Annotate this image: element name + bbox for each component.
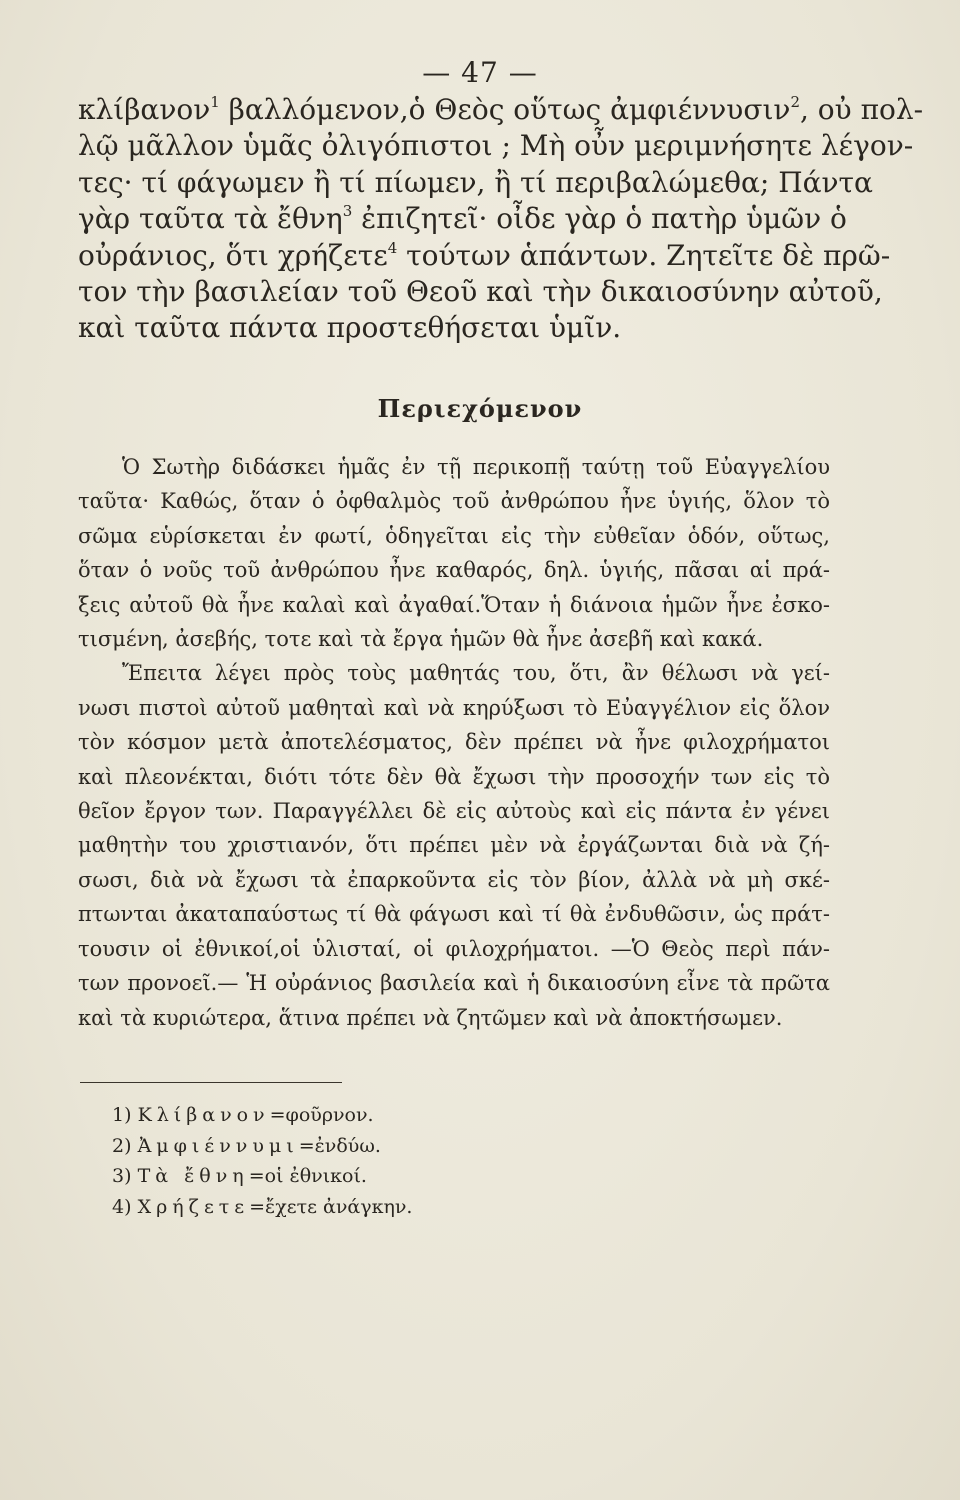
- commentary-line: ξεις αὐτοῦ θὰ ἦνε καλαὶ καὶ ἀγαθαί.Ὅταν ἡ διάνοια ἡμῶν ἦνε ἐσκο-: [78, 592, 830, 617]
- commentary-text: [78, 450, 830, 1035]
- section-heading: Περιεχόμενον: [377, 394, 583, 423]
- scripture-line: τον τὴν βασιλείαν τοῦ Θεοῦ καὶ τὴν δικαιοσύνην αὐτοῦ,: [78, 275, 883, 309]
- commentary-line: σωσι, διὰ νὰ ἔχωσι τὰ ἐπαρκοῦντα εἰς τὸν βίον, ἀλλὰ νὰ μὴ σκέ-: [78, 867, 830, 892]
- commentary-line: καὶ τὰ κυριώτερα, ἅτινα πρέπει νὰ ζητῶμεν καὶ νὰ ἀποκτήσωμεν.: [78, 1005, 783, 1030]
- scripture-line: καὶ ταῦτα πάντα προστεθήσεται ὑμῖν.: [78, 311, 622, 345]
- footnote-item: 4) Χρήζετε=ἔχετε ἀνάγκην.: [112, 1195, 413, 1218]
- footnote-ref: 4: [387, 238, 398, 257]
- scripture-passage: [78, 92, 924, 347]
- footnotes-list: [112, 1100, 412, 1222]
- footnote-item: 3) Τὰ ἔθνη=οἱ ἐθνικοί.: [112, 1165, 367, 1187]
- commentary-line: σῶμα εὑρίσκεται ἐν φωτί, ὁδηγεῖται εἰς τὴν εὐθεῖαν ὁδόν, οὕτως,: [78, 523, 830, 548]
- commentary-line: πτωνται ἀκαταπαύστως τί θὰ φάγωσι καὶ τί θὰ ἐνδυθῶσιν, ὡς πράτ-: [78, 902, 830, 927]
- footnote-item: 1) Κλίβανον=φοῦρνον.: [112, 1104, 374, 1126]
- commentary-line: των προνοεῖ.— Ἡ οὐράνιος βασιλεία καὶ ἡ δικαιοσύνη εἶνε τὰ πρῶτα: [78, 971, 830, 996]
- scripture-line: γὰρ ταῦτα τὰ ἔθνη$^3$ ἐπιζητεῖ· οἶδε γὰρ ὁ πατὴρ ὑμῶν ὁ: [78, 202, 847, 236]
- footnote-divider: [80, 1082, 342, 1083]
- commentary-line: τὸν κόσμον μετὰ ἀποτελέσματος, δὲν πρέπει νὰ ἦνε φιλοχρήματοι: [78, 730, 830, 755]
- commentary-line: τουσιν οἱ ἐθνικοί,οἱ ὑλισταί, οἱ φιλοχρήματοι. —Ὁ Θεὸς περὶ πάν-: [78, 936, 830, 961]
- commentary-line: νωσι πιστοὶ αὐτοῦ μαθηταὶ καὶ νὰ κηρύξωσι τὸ Εὐαγγέλιον εἰς ὅλον: [78, 695, 830, 720]
- commentary-line: Ἔπειτα λέγει πρὸς τοὺς μαθητάς του, ὅτι, ἂν θέλωσι νὰ γεί-: [122, 661, 830, 686]
- scripture-line: οὐράνιος, ὅτι χρήζετε$^4$ τούτων ἁπάντων. Ζητεῖτε δὲ πρῶ-: [78, 238, 891, 272]
- footnote-ref: 3: [342, 202, 353, 221]
- commentary-line: Ὁ Σωτὴρ διδάσκει ἡμᾶς ἐν τῇ περικοπῇ ταύτῃ τοῦ Εὐαγγελίου: [122, 455, 830, 479]
- scripture-line: κλίβανον$^1$ βαλλόμενον,ὁ Θεὸς οὕτως ἀμφιέννυσιν$^2$, οὐ πολ-: [78, 93, 924, 126]
- footnote-ref: 1: [210, 93, 220, 111]
- commentary-line: ταῦτα· Καθώς, ὅταν ὁ ὀφθαλμὸς τοῦ ἀνθρώπου ἦνε ὑγιής, ὅλον τὸ: [78, 489, 830, 514]
- page-number: — 47 —: [422, 56, 538, 89]
- footnote-item: 2) Ἀμφιέννυμι=ἐνδύω.: [112, 1134, 381, 1157]
- scripture-line: τες· τί φάγωμεν ἢ τί πίωμεν, ἢ τί περιβαλώμεθα; Πάντα: [78, 165, 873, 199]
- scripture-line: λῷ μᾶλλον ὑμᾶς ὀλιγόπιστοι ; Μὴ οὖν μεριμνήσητε λέγον-: [78, 129, 914, 163]
- footnote-ref: 2: [790, 93, 800, 111]
- commentary-line: ὅταν ὁ νοῦς τοῦ ἀνθρώπου ἦνε καθαρός, δηλ. ὑγιής, πᾶσαι αἱ πρά-: [78, 558, 830, 583]
- commentary-line: θεῖον ἔργον των. Παραγγέλλει δὲ εἰς αὐτοὺς καὶ εἰς πάντα ἐν γένει: [78, 799, 830, 824]
- commentary-line: μαθητὴν του χριστιανόν, ὅτι πρέπει μὲν νὰ ἐργάζωνται διὰ νὰ ζή-: [78, 833, 830, 858]
- commentary-line: τισμένη, ἀσεβής, τοτε καὶ τὰ ἔργα ἡμῶν θὰ ἦνε ἀσεβῆ καὶ κακά.: [78, 627, 764, 652]
- commentary-line: καὶ πλεονέκται, διότι τότε δὲν θὰ ἔχωσι τὴν προσοχήν των εἰς τὸ: [78, 764, 830, 789]
